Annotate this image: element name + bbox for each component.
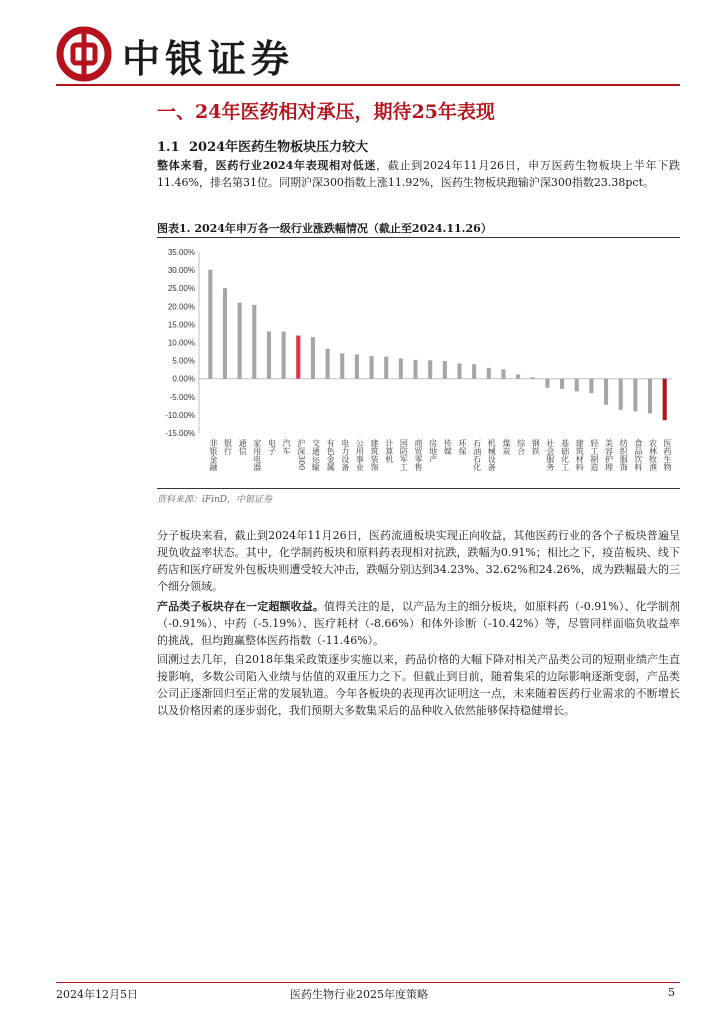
bar-交通运输	[311, 337, 315, 379]
x-tick-label: 环保	[457, 439, 467, 455]
x-tick-label: 钢铁	[531, 439, 541, 455]
bar-农林牧渔	[648, 379, 652, 414]
bar-建筑装饰	[369, 356, 373, 379]
bar-公用事业	[355, 354, 359, 378]
y-tick-label: 0.00%	[172, 374, 195, 384]
x-tick-label: 公用事业	[355, 439, 365, 471]
paragraph-subsectors: 分子板块来看，截止到2024年11月26日，医药流通板块实现正向收益，其他医药行业的各个子板块普遍呈现负收益率状态。其中，化学制药板块和原料药表现相对抗跌，跌幅为0.91%；相比之下，疫苗板块、线下药店和医疗研发外包板块则遭受较大冲击，跌幅分别达到34.23%、32.62%和24.26%，成为跌幅最大的三个细分领域。	[157, 529, 680, 593]
x-tick-label: 食品饮料	[633, 439, 643, 471]
section-title: 一、24年医药相对承压，期待25年表现	[157, 101, 495, 123]
paragraph-overview	[157, 157, 680, 191]
bar-银行	[223, 288, 227, 379]
y-tick-label: -5.00%	[169, 392, 195, 402]
bar-轻工制造	[589, 379, 593, 393]
y-tick-label: 20.00%	[167, 302, 195, 312]
paragraph-product-segments	[157, 598, 680, 649]
bar-电子	[267, 331, 271, 378]
bar-综合	[516, 374, 520, 378]
bar-计算机	[384, 357, 388, 379]
y-tick-label: 35.00%	[167, 248, 195, 257]
x-tick-label: 通信	[238, 439, 248, 455]
bank-of-china-logo-icon	[56, 26, 112, 82]
y-tick-label: -15.00%	[165, 429, 195, 438]
bar-环保	[457, 363, 461, 378]
x-tick-label: 建筑材料	[575, 439, 585, 471]
x-tick-label: 机械设备	[487, 439, 497, 471]
bar-沪深300	[296, 336, 300, 379]
subsection-text: 2024年医药生物板块压力较大	[189, 140, 369, 155]
bar-汽车	[282, 332, 286, 379]
x-tick-label: 房地产	[428, 439, 438, 463]
x-tick-label: 纺织服饰	[619, 439, 629, 471]
subsection-title	[157, 136, 368, 155]
bar-家用电器	[252, 305, 256, 379]
x-tick-label: 石油石化	[472, 439, 482, 471]
bar-煤炭	[501, 369, 505, 378]
bar-石油石化	[472, 364, 476, 378]
x-tick-label: 轻工制造	[589, 439, 599, 471]
footer-page-number: 5	[668, 986, 675, 999]
x-tick-label: 计算机	[384, 439, 394, 463]
y-tick-label: 15.00%	[167, 320, 195, 330]
bar-纺织服饰	[619, 379, 623, 410]
bar-基础化工	[560, 379, 564, 389]
x-tick-label: 商贸零售	[414, 439, 424, 471]
x-tick-label: 非银金融	[208, 439, 218, 471]
x-tick-label: 综合	[516, 439, 526, 455]
bar-电力设备	[340, 353, 344, 378]
bar-机械设备	[487, 368, 491, 379]
subsection-number: 1.1	[157, 140, 180, 155]
paragraph-retrospect: 回溯过去几年，自2018年集采政策逐步实施以来，药品价格的大幅下降对相关产品类公司的短期业绩产生直接影响，多数公司陷入业绩与估值的双重压力之下。但截止到目前，随着集采的边际影响逐渐变弱，产品类公司正逐渐回归至正常的发展轨道。今年各板块的表现再次证明这一点，未来随着医药行业需求的不断增长以及价格因素的逐步弱化，我们预期大多数集采后的品种收入依然能够保持稳健增长。	[157, 653, 680, 717]
bar-建筑材料	[575, 379, 579, 392]
paragraph-product-lead: 产品类子板块存在一定超额收益。	[157, 600, 324, 613]
y-tick-label: 10.00%	[167, 338, 195, 348]
bar-国防军工	[399, 358, 403, 378]
bar-通信	[238, 303, 242, 379]
bar-房地产	[428, 360, 432, 378]
footer-doc-title: 医药生物行业2025年度策略	[290, 988, 428, 1001]
brand-name: 中银证券	[122, 37, 295, 81]
paragraph-product-body: 值得关注的是，以产品为主的细分板块，如原料药（-0.91%）、化学制剂（-0.91%）、中药（-5.19%）、医疗耗材（-8.66%）和体外诊断（-10.42%）等，尽管同样面临负收益率的挑战，但均跑赢整体医药指数（-11.46%）。	[157, 600, 681, 647]
x-tick-label: 电子	[267, 439, 277, 455]
x-tick-label: 美容护理	[604, 439, 614, 471]
bar-食品饮料	[633, 379, 637, 412]
y-tick-label: 30.00%	[167, 266, 195, 276]
x-tick-label: 沪深300	[296, 439, 306, 471]
industry-returns-bar-chart	[157, 238, 680, 488]
paragraph-overview-body: ，截止到2024年11月26日，申万医药生物板块上半年下跌11.46%，排名第31位。同期沪深300指数上涨11.92%，医药生物板块跑输沪深300指数23.38pct。	[157, 159, 680, 189]
x-tick-label: 基础化工	[560, 439, 570, 471]
figure-bottom-rule	[157, 488, 680, 489]
y-tick-label: 25.00%	[167, 284, 195, 294]
x-tick-label: 医药生物	[663, 439, 673, 471]
footer-rule	[56, 982, 680, 983]
bar-商贸零售	[413, 360, 417, 379]
y-tick-label: -10.00%	[165, 410, 195, 420]
x-tick-label: 建筑装饰	[370, 439, 380, 471]
y-tick-label: 5.00%	[172, 356, 195, 366]
bar-美容护理	[604, 379, 608, 405]
figure-source: 资料来源：iFinD，中银证券	[157, 495, 273, 505]
figure-title: 图表1. 2024年申万各一级行业涨跌幅情况（截止至2024.11.26）	[157, 222, 492, 235]
x-tick-label: 有色金属	[326, 439, 336, 471]
bar-非银金融	[208, 270, 212, 379]
x-tick-label: 银行	[223, 439, 233, 455]
x-tick-label: 煤炭	[501, 439, 511, 455]
header-rule	[56, 84, 680, 86]
x-tick-label: 国防军工	[399, 439, 409, 471]
bar-医药生物	[663, 379, 667, 420]
bar-钢铁	[531, 377, 535, 378]
x-tick-label: 汽车	[282, 439, 292, 455]
paragraph-overview-lead: 整体来看，医药行业2024年表现相对低迷	[157, 159, 377, 172]
x-tick-label: 社会服务	[545, 439, 555, 471]
x-tick-label: 家用电器	[252, 439, 262, 471]
bar-有色金属	[326, 349, 330, 379]
footer-date: 2024年12月5日	[56, 988, 138, 1001]
bar-传媒	[443, 361, 447, 379]
x-tick-label: 交通运输	[311, 439, 321, 471]
x-tick-label: 农林牧渔	[648, 439, 658, 471]
x-tick-label: 电力设备	[340, 439, 350, 471]
page-header	[56, 26, 680, 86]
bar-社会服务	[545, 379, 549, 388]
x-tick-label: 传媒	[443, 439, 453, 455]
